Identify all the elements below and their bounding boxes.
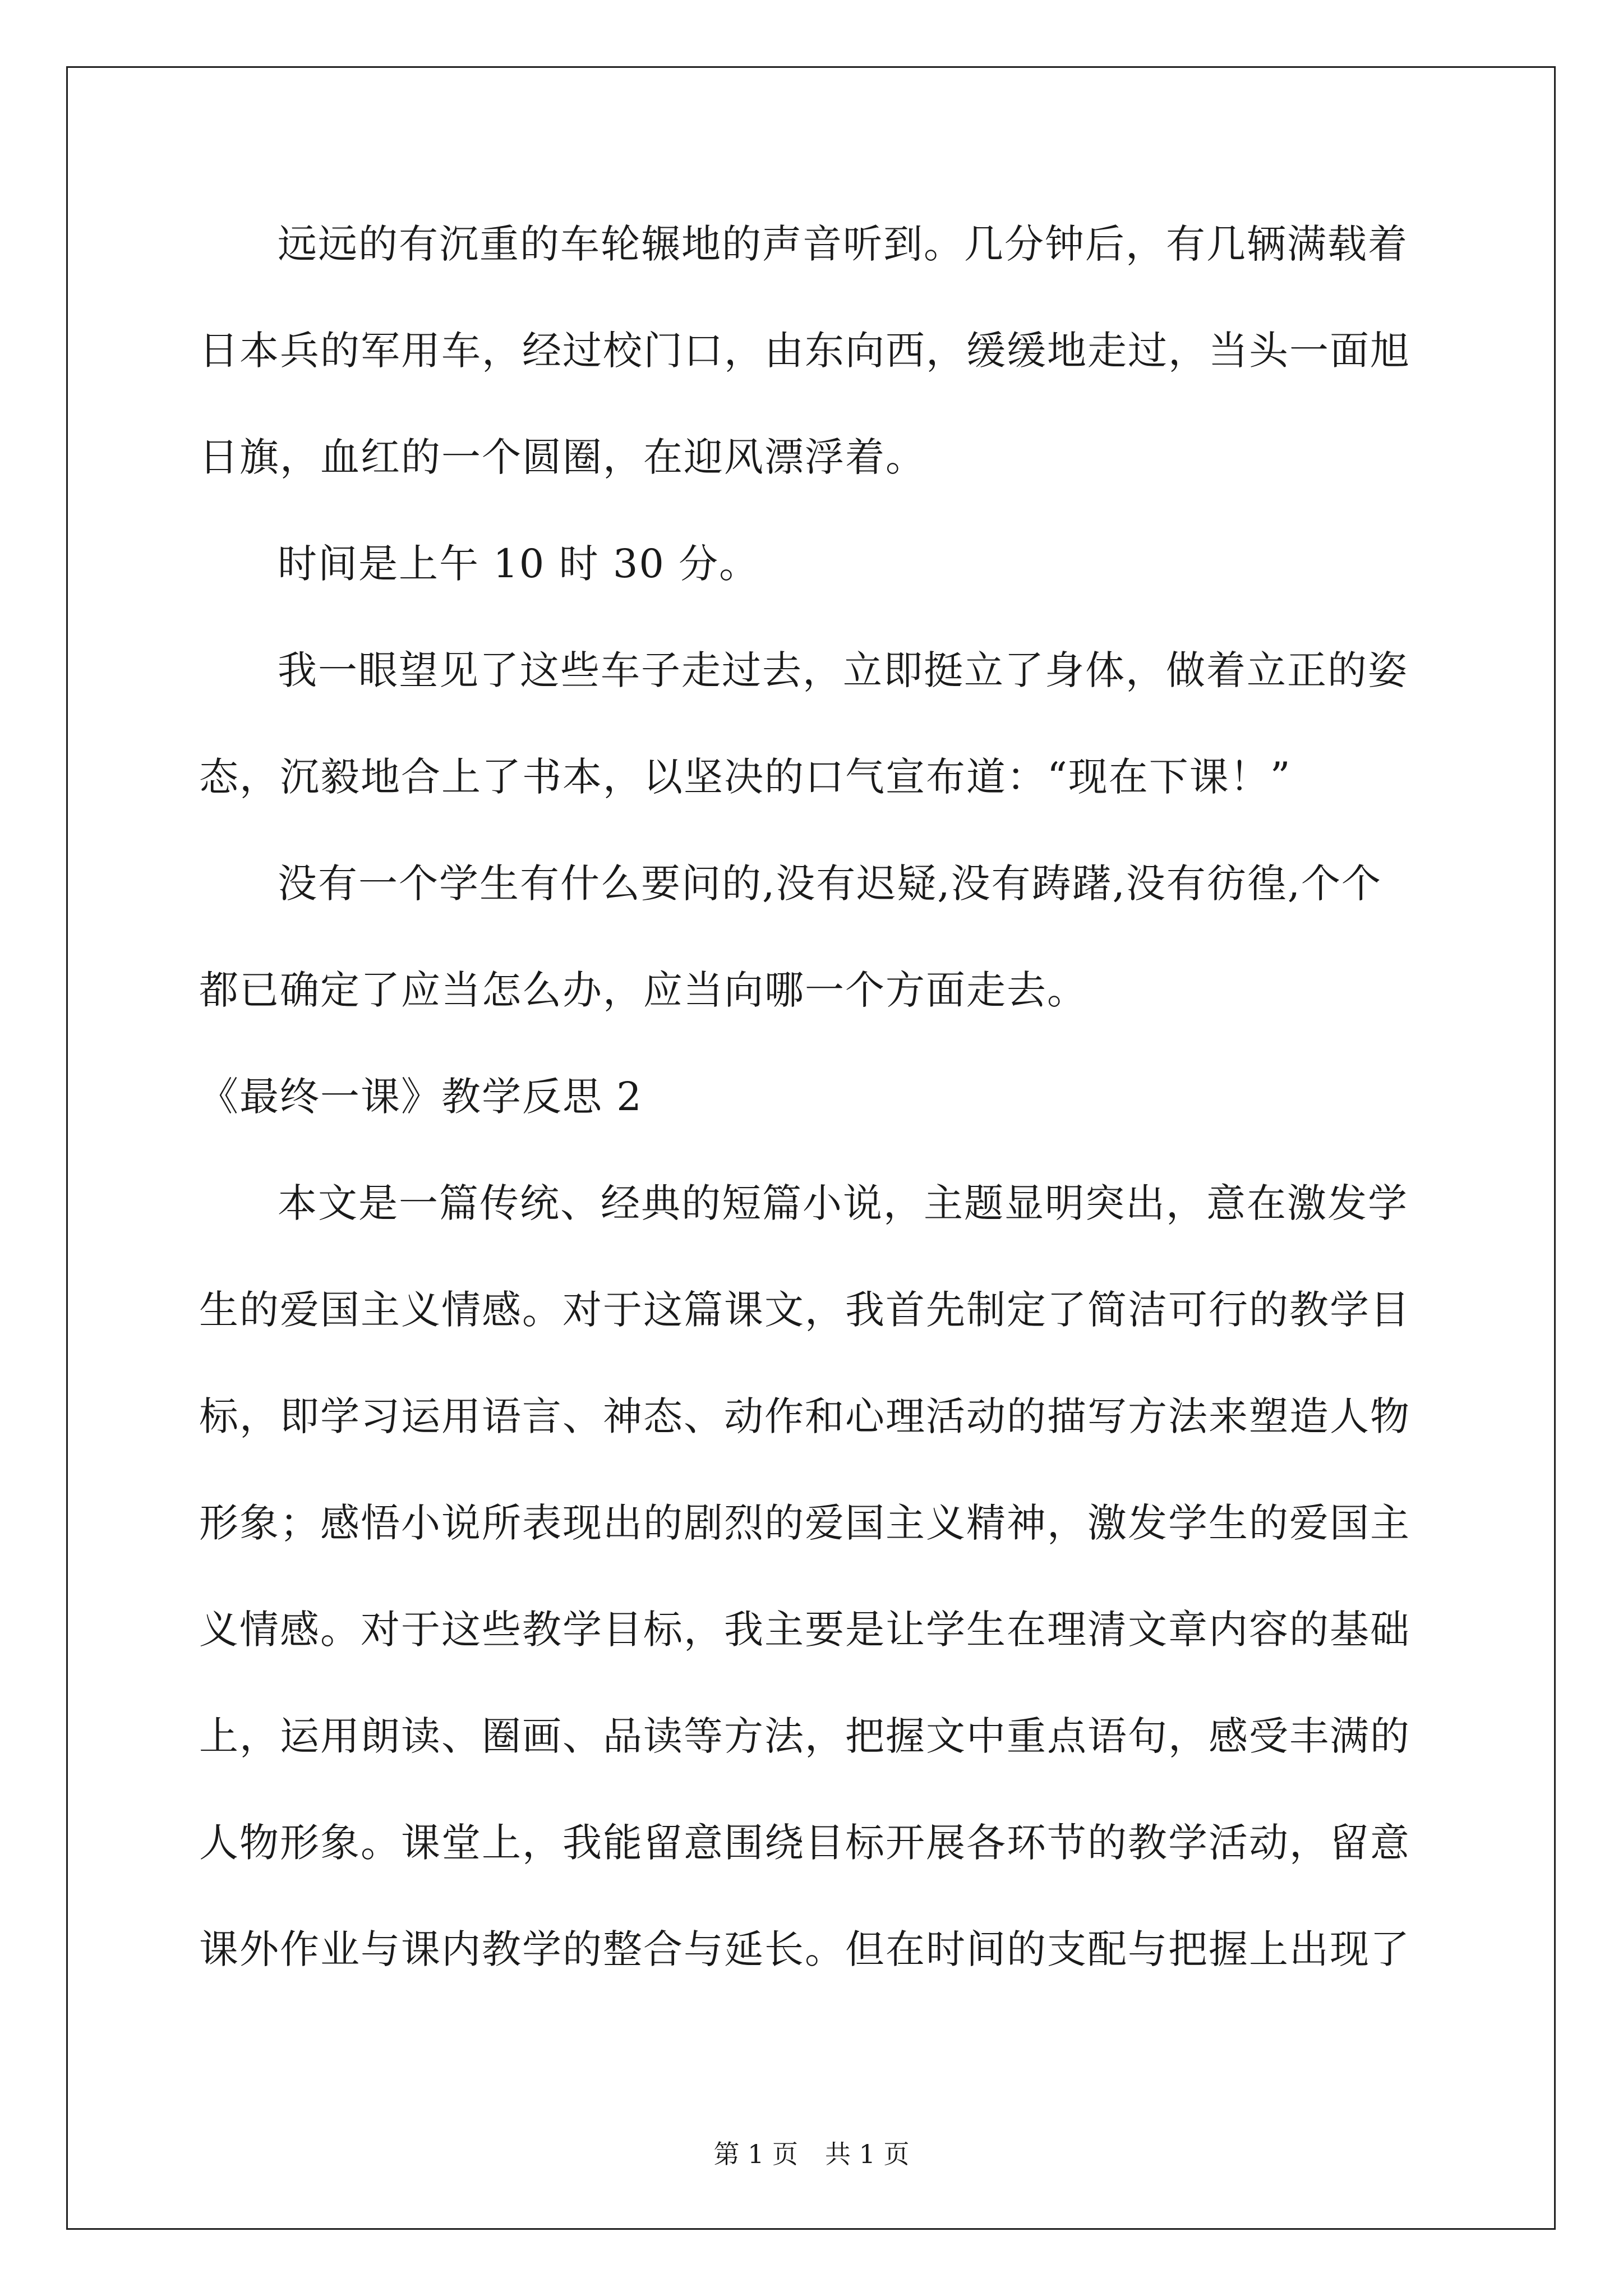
text-line: 我一眼望见了这些车子走过去，立即挺立了身体，做着立正的姿 [278,647,1408,693]
text-line: 都已确定了应当怎么办，应当向哪一个方面走去。 [199,967,1087,1013]
text-line: 日旗，血红的一个圆圈，在迎风漂浮着。 [199,434,926,480]
section-heading: 《最终一课》教学反思 2 [199,1074,643,1120]
page-border [66,66,1556,2230]
text-line: 课外作业与课内教学的整合与延长。但在时间的支配与把握上出现了 [199,1926,1410,1972]
text-line: 人物形象。课堂上，我能留意围绕目标开展各环节的教学活动，留意 [199,1820,1410,1866]
text-line: 时间是上午 10 时 30 分。 [278,541,760,587]
text-line: 形象；感悟小说所表现出的剧烈的爱国主义精神，激发学生的爱国主 [199,1500,1410,1546]
page-number: 第 1 页 [713,2139,798,2169]
text-line: 生的爱国主义情感。对于这篇课文，我首先制定了简洁可行的教学目 [199,1287,1410,1333]
text-line: 日本兵的军用车，经过校门口，由东向西，缓缓地走过，当头一面旭 [199,328,1410,374]
text-line: 态，沉毅地合上了书本，以坚决的口气宣布道：“现在下课！” [199,754,1292,800]
text-line: 上，运用朗读、圈画、品读等方法，把握文中重点语句，感受丰满的 [199,1713,1410,1759]
page-footer [0,2137,1623,2171]
text-line: 远远的有沉重的车轮辗地的声音听到。几分钟后，有几辆满载着 [278,221,1408,267]
text-line: 没有一个学生有什么要问的,没有迟疑,没有踌躇,没有彷徨,个个 [278,861,1382,907]
text-line: 义情感。对于这些教学目标，我主要是让学生在理清文章内容的基础 [199,1607,1410,1653]
text-line: 本文是一篇传统、经典的短篇小说，主题显明突出，意在激发学 [278,1180,1408,1226]
text-line: 标，即学习运用语言、神态、动作和心理活动的描写方法来塑造人物 [199,1393,1410,1439]
page-total: 共 1 页 [825,2139,910,2169]
